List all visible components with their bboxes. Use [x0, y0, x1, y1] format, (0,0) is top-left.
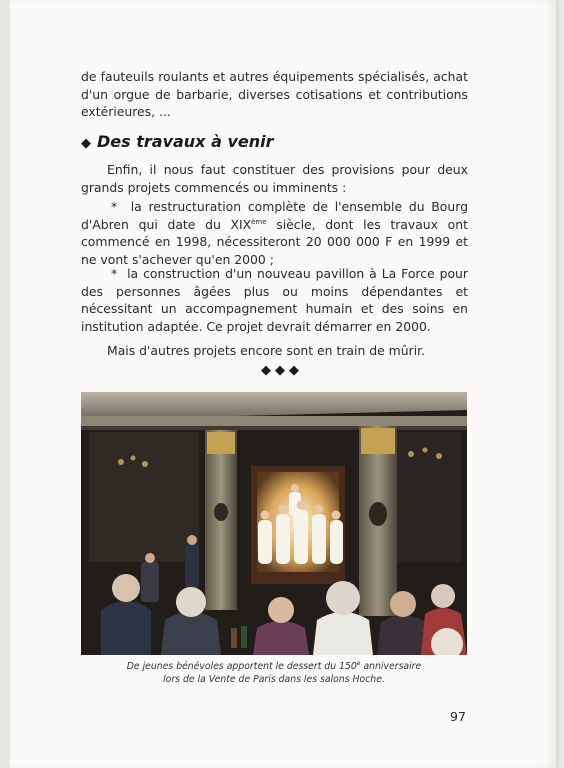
- page-number: 97: [450, 709, 466, 724]
- caption-line-2: lors de la Vente de Paris dans les salons Hoche.: [163, 674, 385, 685]
- photo-caption: [81, 660, 467, 686]
- bullet-1-text: [81, 198, 468, 268]
- section-heading: [81, 132, 273, 151]
- diamond-bullet-icon: ◆: [81, 136, 91, 151]
- bullet-1-part-1: la restructuration complète de l'ensemble du Bourg d'Abren qui date du XIX: [81, 199, 468, 232]
- caption-line-1: [81, 660, 467, 673]
- bullet-item-1: [81, 198, 468, 268]
- intro-text: de fauteuils roulants et autres équipements spécialisés, achat d'un orgue de barbarie, diverses cotisations et contributions extérieures, ...: [81, 69, 468, 120]
- event-photo-illustration: [81, 392, 467, 655]
- bullet-1-superscript: ème: [251, 217, 267, 226]
- intro-paragraph: [81, 68, 468, 121]
- section-title: Des travaux à venir: [97, 132, 274, 151]
- caption-line-1-part-1: De jeunes bénévoles apportent le dessert du 150: [126, 661, 357, 672]
- asterisk-icon: *: [111, 199, 118, 214]
- closing-paragraph: [81, 342, 468, 360]
- closing-text: Mais d'autres projets encore sont en train de mûrir.: [107, 343, 426, 358]
- lead-paragraph: [81, 161, 468, 196]
- bullet-2-text: [81, 265, 468, 335]
- page-edge: [556, 0, 564, 768]
- bullet-item-2: [81, 265, 468, 335]
- caption-line-1-part-2: anniversaire: [360, 661, 422, 672]
- bullet-2-body: la construction d'un nouveau pavillon à La Force pour des personnes âgées plus ou moins dépendantes et nécessitant un accompagnement humain et des soins en institution adaptée. Ce projet devrait démarrer en 2000.: [81, 266, 468, 334]
- caption-superscript: e: [356, 659, 361, 667]
- event-photo: [81, 392, 467, 655]
- ornament-diamonds: ◆◆◆: [261, 363, 303, 378]
- asterisk-icon: *: [111, 266, 118, 281]
- lead-text: Enfin, il nous faut constituer des provisions pour deux grands projets commencés ou imminents :: [81, 162, 468, 195]
- bullet-1-part-2: siècle, dont les travaux ont commencé en 1998, nécessiteront 20 000 000 F en 1999 et ne vont s'achever qu'en 2000 ;: [81, 216, 468, 267]
